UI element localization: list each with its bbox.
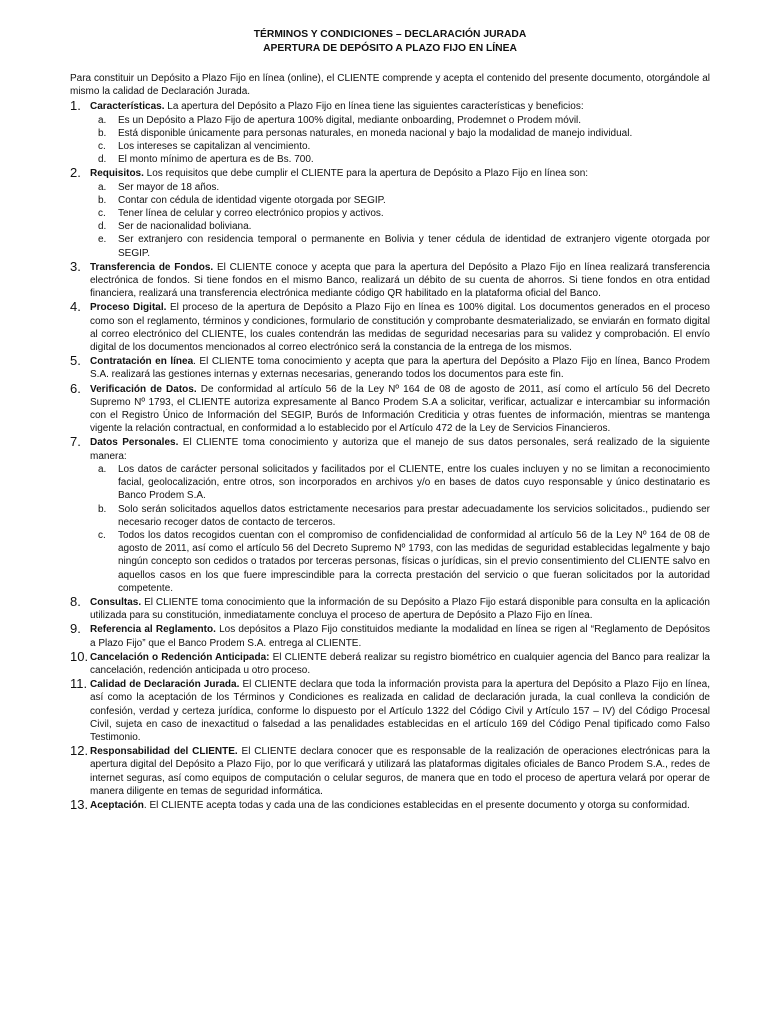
clause-heading: Requisitos. [90, 168, 144, 180]
clause-13 [70, 796, 710, 812]
clause-2 [70, 167, 710, 259]
clause-text: El CLIENTE toma conocimiento y autoriza que el manejo de sus datos personales, será realizado de la siguiente manera: [90, 437, 710, 462]
sub-item [90, 181, 710, 194]
clause-number: 3. [70, 258, 81, 274]
clause-number: 2. [70, 165, 81, 181]
clause-text: El proceso de la apertura de Depósito a Plazo Fijo en línea es 100% digital. Los documentos generados en el proceso como son el reglamento, términos y condiciones, formulario de constitución y comprobante desmaterializado, se enviarán en formato digital al correo electrónico del CLIENTE, los cuales contendrán las medidas de seguridad necesarias para su validez y comprobación. El envío digital de los documentos mencionados al correo electrónico será la constancia de la entrega de los mismos. [90, 302, 710, 354]
sub-item-list [90, 463, 710, 595]
clause-text: El CLIENTE toma conocimiento que la información de su Depósito a Plazo Fijo estará disponible para consulta en la aplicación utilizada para su constitución, inmediatamente concluya el proceso de apertura de Depósito a Plazo Fijo en línea. [90, 596, 710, 622]
clause-number: 10. [70, 648, 89, 664]
sub-item-text: Ser de nacionalidad boliviana. [118, 221, 252, 233]
intro-paragraph: Para constituir un Depósito a Plazo Fijo en línea (online), el CLIENTE comprende y acepta el contenido del presente documento, otorgándole al mismo la calidad de Declaración Jurada. [70, 73, 710, 98]
sub-item [90, 503, 710, 529]
sub-item [90, 233, 710, 259]
clause-number: 5. [70, 353, 81, 369]
clause-3 [70, 258, 710, 301]
title-line-2: APERTURA DE DEPÓSITO A PLAZO FIJO EN LÍNEA [263, 43, 517, 54]
clause-7 [70, 436, 710, 594]
sub-item-letter: c. [98, 208, 106, 220]
sub-item-letter: a. [98, 463, 107, 475]
clause-heading: Consultas. [90, 596, 142, 608]
clause-text: El CLIENTE conoce y acepta que para la apertura del Depósito a Plazo Fijo en línea realizará transferencia electrónica de fondos. Si tiene fondos en el mismo Banco, realizará un débito de su cuenta de ahorros. Si tiene fondos en otra entidad financiera, realizará una transferencia electrónica mediante código QR habilitado en la plataforma oficial del Banco. [90, 261, 710, 300]
sub-item-letter: d. [98, 221, 107, 233]
clause-text: . El CLIENTE acepta todas y cada una de las condiciones establecidas en el presente documento y otorga su conformidad. [143, 799, 690, 811]
sub-item [90, 529, 710, 595]
sub-item-text: Los intereses se capitalizan al vencimiento. [118, 141, 311, 153]
clause-heading: Proceso Digital. [90, 302, 167, 314]
sub-item-list [90, 181, 710, 260]
clause-text: La apertura del Depósito a Plazo Fijo en línea tiene las siguientes características y beneficios: [164, 101, 584, 113]
sub-item-list [90, 114, 710, 167]
sub-item [90, 194, 710, 207]
clause-text: . El CLIENTE toma conocimiento y acepta que para la apertura del Depósito a Plazo Fijo en línea, Banco Prodem S.A. realizará las gestiones internas y externas necesarias, generando todos los documentos para este fin. [90, 356, 710, 381]
clause-heading: Contratación en línea [90, 356, 194, 368]
clause-5 [70, 355, 710, 381]
clauses-list [70, 100, 710, 812]
sub-item-letter: b. [98, 194, 107, 206]
sub-item-text: Ser extranjero con residencia temporal o permanente en Bolivia y tener cédula de identidad de extranjero vigente otorgada por SEGIP. [118, 234, 710, 259]
clause-11 [70, 678, 710, 744]
sub-item [90, 153, 710, 166]
sub-item-text: Solo serán solicitados aquellos datos estrictamente necesarios para prestar adecuadamente los servicios solicitados., pudiendo ser necesario recoger datos de contacto de terceros. [118, 503, 710, 528]
clause-6 [70, 380, 710, 436]
sub-item [90, 114, 710, 127]
clause-heading: Calidad de Declaración Jurada. [90, 679, 240, 691]
sub-item [90, 220, 710, 233]
document-title [70, 28, 710, 56]
sub-item-letter: c. [98, 141, 106, 153]
title-line-1: TÉRMINOS Y CONDICIONES – DECLARACIÓN JURADA [253, 29, 527, 40]
clause-9 [70, 623, 710, 649]
clause-heading: Transferencia de Fondos. [90, 261, 214, 273]
clause-number: 8. [70, 593, 81, 609]
clause-heading: Características. [90, 101, 165, 113]
sub-item-text: Es un Depósito a Plazo Fijo de apertura 100% digital, mediante onboarding, Prodemnet o Prodem móvil. [118, 114, 582, 126]
clause-heading: Cancelación o Redención Anticipada: [90, 651, 270, 663]
sub-item-letter: c. [98, 529, 106, 541]
sub-item [90, 140, 710, 153]
sub-item-letter: a. [98, 181, 107, 193]
sub-item-text: Tener línea de celular y correo electrónico propios y activos. [118, 208, 384, 220]
sub-item-letter: d. [98, 154, 107, 166]
clause-text: El CLIENTE declara conocer que es responsable de la realización de operaciones electrónicas para la apertura digital del Depósito a Plazo Fijo, por lo que verificará y utilizará las plataformas digitales oficiales de Banco Prodem S.A., redes de internet seguras, así como equipos de computación o celular seguros, de manera que en todo el proceso de apertura velará por operar de manera diligente en temas de seguridad informática. [90, 746, 710, 797]
sub-item-letter: e. [98, 234, 107, 246]
clause-text: De conformidad al artículo 56 de la Ley Nº 164 de 08 de agosto de 2011, así como el artículo 56 del Decreto Supremo Nº 1793, el CLIENTE autoriza expresamente al Banco Prodem S.A a solicitar, verificar, actualizar e intercambiar su información con el Registro Único de Información del SEGIP, Burós de Información Crediticia y otras fuentes de información, mientras se mantenga vigente la relación contractual, en conformidad a lo establecido por el Artículo 472 de la Ley de Servicios Financieros. [90, 383, 710, 435]
clause-12 [70, 745, 710, 798]
clause-text: El CLIENTE deberá realizar su registro biométrico en cualquier agencia del Banco para realizar la cancelación, redención anticipada u otro proceso. [90, 651, 710, 676]
clause-heading: Responsabilidad del CLIENTE. [90, 746, 238, 758]
sub-item-text: El monto mínimo de apertura es de Bs. 700. [118, 154, 314, 166]
clause-10 [70, 648, 710, 677]
clause-text: Los requisitos que debe cumplir el CLIENTE para la apertura de Depósito a Plazo Fijo en línea son: [143, 168, 589, 180]
clause-text: El CLIENTE declara que toda la información provista para la apertura del Depósito a Plazo Fijo en línea, así como la aceptación de los Términos y Condiciones es realizada en calidad de declaración jurada, la cual conlleva la condición de confesión, verdad y certeza jurídica, conforme lo dispuesto por el Artículo 1322 del Código Civil y Artículo 157 – IV) del Código Procesal Civil, sujeta en caso de inexactitud o falsedad a las penalidades establecidas en el artículo 169 del Código Penal tipificado como Falso Testimonio. [90, 679, 711, 743]
clause-number: 11. [70, 676, 88, 692]
clause-text: Los depósitos a Plazo Fijo constituidos mediante la modalidad en línea se rigen al “Reglamento de Depósitos a Plazo Fijo” que el Banco Prodem S.A. entrega al CLIENTE. [90, 624, 711, 649]
sub-item-text: Los datos de carácter personal solicitados y facilitados por el CLIENTE, entre los cuales incluyen y no se limitan a reconocimiento facial, geolocalización, entre otros, son incorporados en archivos y/o en bases de datos cuyo responsable y único destinatario es Banco Prodem S.A. [118, 463, 710, 502]
clause-heading: Verificación de Datos. [90, 383, 197, 395]
sub-item-text: Contar con cédula de identidad vigente otorgada por SEGIP. [118, 194, 386, 206]
clause-heading: Referencia al Reglamento. [90, 624, 216, 636]
clause-heading: Datos Personales. [90, 437, 179, 449]
clause-number: 13. [70, 796, 89, 812]
clause-number: 4. [70, 299, 81, 315]
sub-item [90, 207, 710, 220]
clause-number: 1. [70, 98, 81, 114]
sub-item [90, 463, 710, 503]
clause-number: 6. [70, 380, 81, 396]
sub-item-text: Todos los datos recogidos cuentan con el compromiso de confidencialidad de conformidad al artículo 56 de la Ley Nº 164 de 08 de agosto de 2011, así como el artículo 56 del Decreto Supremo Nº 1793, con las medidas de seguridad establecidas legalmente y bajo ningún concepto son cedidos o tratados por terceras personas, físicas o jurídicas, sin el previo consentimiento del CLIENTE salvo en aquellos casos en los que fuere imprescindible para la correcta prestación del servicio o que fueran solicitados por la autoridad competente. [118, 529, 710, 594]
sub-item-letter: b. [98, 503, 107, 515]
clause-1 [70, 100, 710, 166]
clause-4 [70, 301, 710, 354]
sub-item-letter: a. [98, 114, 107, 126]
clause-number: 7. [70, 434, 81, 450]
sub-item-text: Está disponible únicamente para personas naturales, en moneda nacional y bajo la modalidad de manejo individual. [118, 127, 633, 139]
clause-heading: Aceptación [90, 799, 144, 811]
sub-item-text: Ser mayor de 18 años. [118, 181, 220, 193]
sub-item-letter: b. [98, 127, 107, 139]
clause-number: 9. [70, 621, 81, 637]
clause-8 [70, 593, 710, 622]
sub-item [90, 127, 710, 140]
clause-number: 12. [70, 743, 89, 759]
